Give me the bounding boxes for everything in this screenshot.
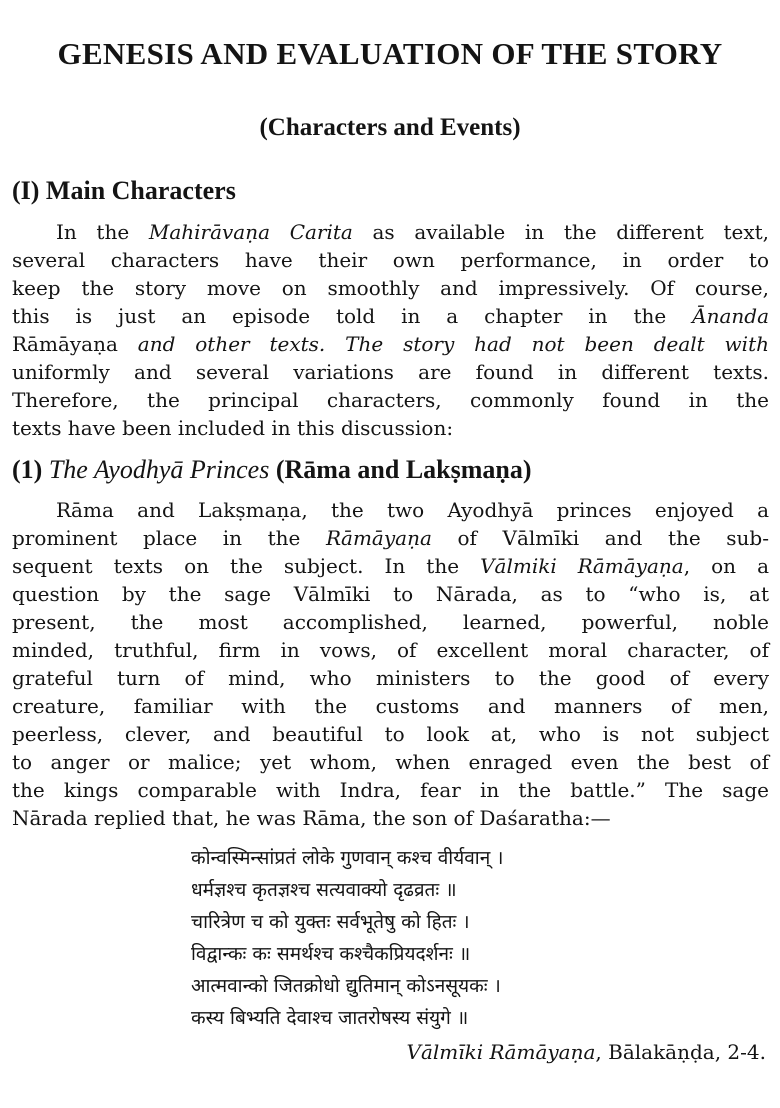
text-line <box>12 748 769 776</box>
text-run: Nārada replied that, he was Rāma, the son of Daśaratha:— <box>12 806 611 830</box>
verse-line: कस्य बिभ्यति देवाश्च जातरोषस्य संयुगे ॥ <box>191 1007 469 1029</box>
text-run: minded, truthful, firm in vows, of excellent moral character, of <box>12 638 769 662</box>
page-subtitle: (Characters and Events) <box>259 114 521 141</box>
text-line <box>12 580 769 608</box>
sanskrit-verse <box>191 842 503 1034</box>
page-title: GENESIS AND EVALUATION OF THE STORY <box>57 36 723 71</box>
italic-title: Rāmāyaṇa <box>325 526 432 550</box>
text-run: Rāma and Lakṣmaṇa, the two Ayodhyā princes enjoyed a <box>56 498 769 522</box>
text-line <box>12 246 769 274</box>
verse-line: आत्मवान्को जितक्रोधो द्युतिमान् कोऽनसूयकः । <box>191 975 501 997</box>
text-run: grateful turn of mind, who ministers to the good of every <box>12 666 769 690</box>
text-line <box>12 636 769 664</box>
text-line <box>12 386 769 414</box>
text-run: In the <box>56 220 149 244</box>
text-run: keep the story move on smoothly and impressively. Of course, <box>12 276 769 300</box>
section-heading-ayodhya-princes <box>12 455 532 485</box>
text-line <box>12 330 769 358</box>
text-run: creature, familiar with the customs and manners of men, <box>12 694 769 718</box>
text-run: this is just an episode told in a chapter in the <box>12 304 693 328</box>
paragraph-ayodhya-princes <box>12 496 769 832</box>
text-run: sequent texts on the subject. In the <box>12 554 481 578</box>
text-line <box>12 804 769 832</box>
text-run: Rāmāyaṇa <box>12 332 118 356</box>
paragraph-main-characters <box>12 218 769 442</box>
text-line <box>12 358 769 386</box>
text-run: the kings comparable with Indra, fear in the battle.” The sage <box>12 778 769 802</box>
text-run: uniformly and several variations are found in different texts. <box>12 360 769 384</box>
text-line <box>12 608 769 636</box>
heading-number: (1) <box>12 455 49 484</box>
verse-line: धर्मज्ञश्च कृतज्ञश्च सत्यवाक्यो दृढव्रतः ॥ <box>191 879 457 901</box>
text-line <box>12 692 769 720</box>
text-line <box>12 496 769 524</box>
italic-title: and other texts. The story had not been dealt with <box>117 332 769 356</box>
citation-reference: , Bālakāṇḍa, 2-4. <box>595 1040 766 1064</box>
text-line <box>12 776 769 804</box>
text-run: texts have been included in this discussion: <box>12 416 454 440</box>
verse-citation <box>407 1040 767 1064</box>
text-line <box>12 664 769 692</box>
text-run: , on a <box>683 554 769 578</box>
text-run: question by the sage Vālmīki to Nārada, as to “who is, at <box>12 582 769 606</box>
text-run: present, the most accomplished, learned, powerful, noble <box>12 610 769 634</box>
text-line <box>12 218 769 246</box>
text-line <box>12 552 769 580</box>
text-line <box>12 274 769 302</box>
text-run: prominent place in the <box>12 526 326 550</box>
text-line <box>12 524 769 552</box>
verse-line: चारित्रेण च को युक्तः सर्वभूतेषु को हितः । <box>191 911 470 933</box>
heading-bold-subtitle: (Rāma and Lakṣmaṇa) <box>269 455 532 484</box>
heading-italic-title: The Ayodhyā Princes <box>48 455 270 484</box>
text-run: Therefore, the principal characters, commonly found in the <box>12 388 769 412</box>
text-run: several characters have their own performance, in order to <box>12 248 769 272</box>
text-run: to anger or malice; yet whom, when enraged even the best of <box>12 750 769 774</box>
italic-title: Mahirāvaṇa Carita <box>148 220 353 244</box>
italic-title: Ānanda <box>692 304 769 328</box>
text-line <box>12 720 769 748</box>
citation-work: Vālmīki Rāmāyaṇa <box>406 1040 596 1064</box>
verse-line: विद्वान्कः कः समर्थश्च कश्चैकप्रियदर्शनः ॥ <box>191 943 471 965</box>
text-line <box>12 302 769 330</box>
text-run: as available in the different text, <box>352 220 769 244</box>
text-run: of Vālmīki and the sub- <box>431 526 769 550</box>
text-run: peerless, clever, and beautiful to look at, who is not subject <box>12 722 769 746</box>
text-line <box>12 414 769 442</box>
section-heading-main-characters: (I) Main Characters <box>12 176 236 205</box>
verse-line: कोन्वस्मिन्सांप्रतं लोके गुणवान् कश्च वीर्यवान् । <box>191 847 504 869</box>
italic-title: Vālmiki Rāmāyaṇa <box>480 554 684 578</box>
